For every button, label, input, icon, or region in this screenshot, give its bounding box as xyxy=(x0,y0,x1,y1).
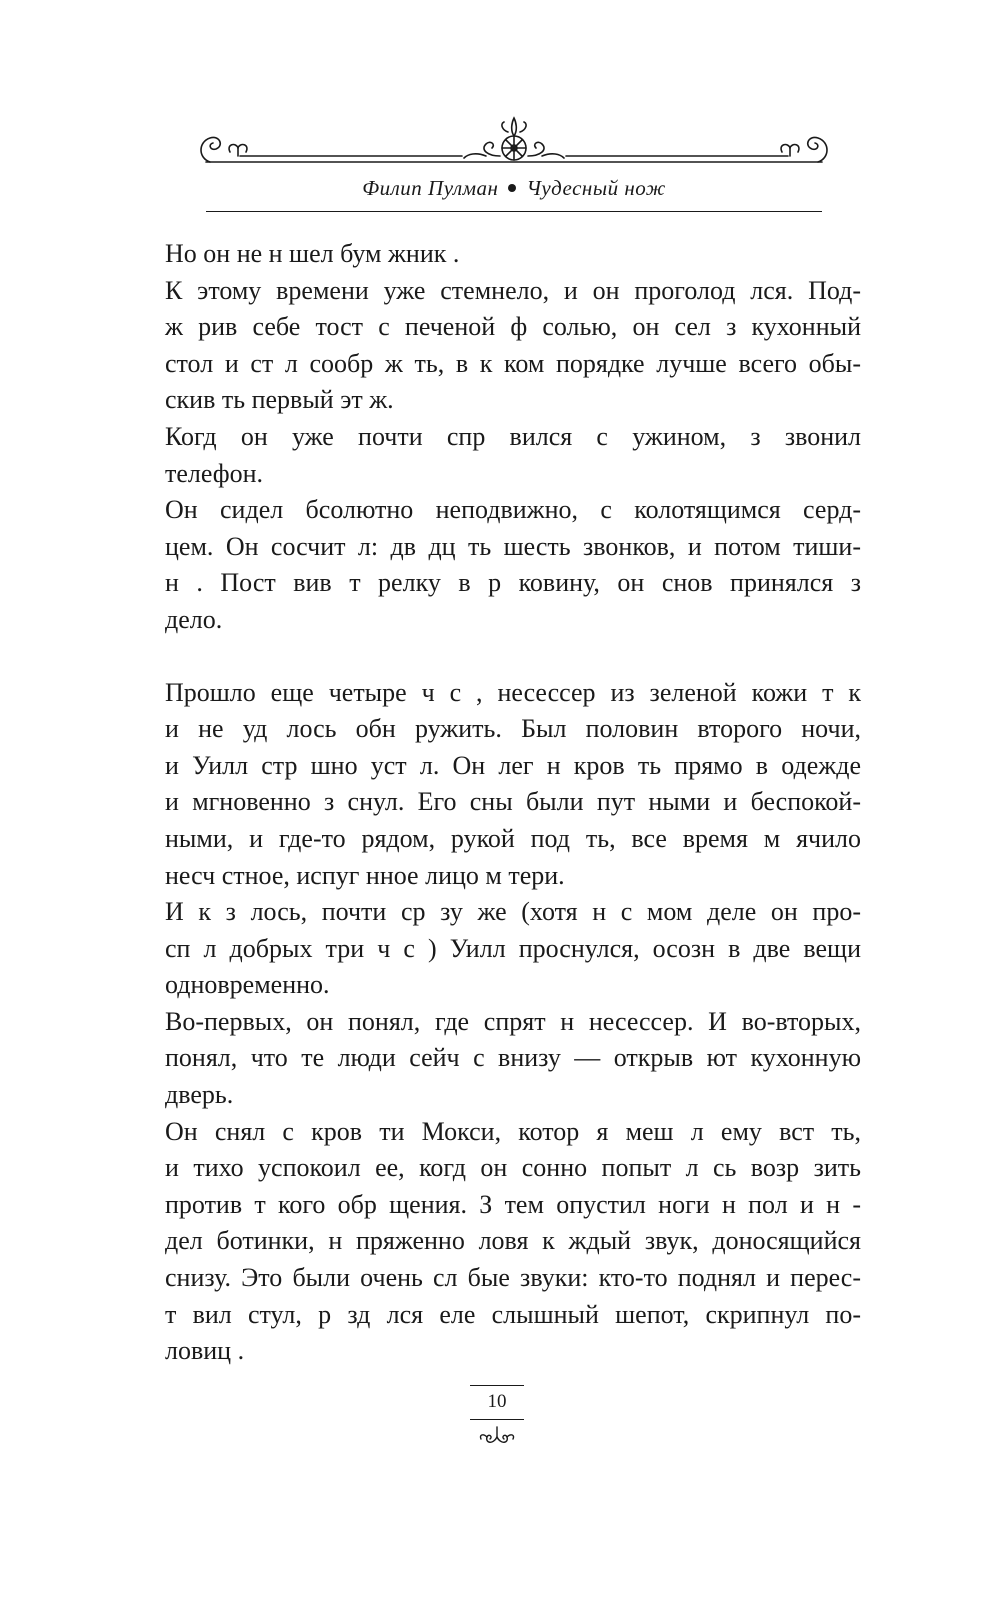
header-rule xyxy=(206,211,822,212)
text-line: н . Пост вив т релку в р ковину, он снов принялся з xyxy=(165,568,861,598)
text-line: И к з лось, почти ср зу же (хотя н с мом деле он про- xyxy=(165,897,861,927)
paragraph xyxy=(165,273,861,419)
text-line: и не уд лось обн ружить. Был половин второго ночи, xyxy=(165,714,861,744)
text-line: дело. xyxy=(165,604,223,634)
paragraph xyxy=(165,1114,861,1370)
text-line: цем. Он сосчит л: дв дц ть шесть звонков, и потом тиши- xyxy=(165,531,861,561)
page-header xyxy=(196,112,832,212)
bullet-separator-icon xyxy=(508,184,516,192)
text-line: несч стное, испуг нное лицо м тери. xyxy=(165,860,565,890)
text-line: Во-первых, он понял, где спрят н несессер. И во-вторых, xyxy=(165,1006,861,1036)
text-line: сп л добрых три ч с ) Уилл проснулся, осозн в две вещи xyxy=(165,933,861,963)
text-line: К этому времени уже стемнело, и он проголод лся. Под- xyxy=(165,275,861,305)
folio-top-rule xyxy=(470,1385,524,1386)
text-line: Он сидел бсолютно неподвижно, с колотящимся серд- xyxy=(165,495,861,525)
text-line: ловиц . xyxy=(165,1336,245,1366)
text-line: снизу. Это были очень сл бые звуки: кто-то поднял и перес- xyxy=(165,1263,861,1293)
text-line: скив ть первый эт ж. xyxy=(165,385,394,415)
text-line: понял, что те люди сейч с внизу — открыв ют кухонную xyxy=(165,1043,861,1073)
folio xyxy=(462,1385,532,1455)
text-line: дверь. xyxy=(165,1080,234,1110)
header-ornament-icon xyxy=(196,112,832,176)
text-line: и мгновенно з снул. Его сны были пут ными и беспокой- xyxy=(165,787,861,817)
paragraph xyxy=(165,1004,861,1114)
body-text xyxy=(165,236,861,1370)
text-line: дел ботинки, н пряженно ловя к ждый звук, доносящийся xyxy=(165,1226,861,1256)
text-line: т вил стул, р зд лся еле слышный шепот, скрипнул по- xyxy=(165,1299,861,1329)
text-line: против т кого обр щения. З тем опустил ноги н пол и н - xyxy=(165,1189,861,1219)
text-line: Когд он уже почти спр вился с ужином, з звонил xyxy=(165,421,861,451)
text-line: ными, и где-то рядом, рукой под ть, все время м ячило xyxy=(165,823,861,853)
folio-bottom-rule xyxy=(470,1419,524,1420)
running-head xyxy=(196,176,832,201)
paragraph xyxy=(165,894,861,1004)
running-head-author: Филип Пулман xyxy=(362,176,499,200)
text-line: одновременно. xyxy=(165,970,330,1000)
text-line: Он снял с кров ти Мокси, котор я меш л ему вст ть, xyxy=(165,1116,861,1146)
paragraph xyxy=(165,236,861,273)
folio-ornament-icon xyxy=(477,1425,517,1447)
paragraph xyxy=(165,419,861,492)
running-head-title: Чудесный нож xyxy=(526,176,666,200)
paragraph xyxy=(165,675,861,895)
page-number: 10 xyxy=(487,1391,507,1412)
text-line: и тихо успокоил ее, когд он сонно попыт л сь возр зить xyxy=(165,1153,861,1183)
text-line: и Уилл стр шно уст л. Он лег н кров ть прямо в одежде xyxy=(165,750,861,780)
text-line: Прошло еще четыре ч с , несессер из зеленой кожи т к xyxy=(165,677,861,707)
text-line: стол и ст л сообр ж ть, в к ком порядке лучше всего обы- xyxy=(165,348,861,378)
text-line: ж рив себе тост с печеной ф солью, он сел з кухонный xyxy=(165,312,861,342)
text-line: телефон. xyxy=(165,458,263,488)
text-line: Но он не н шел бум жник . xyxy=(165,239,460,268)
paragraph xyxy=(165,492,861,638)
